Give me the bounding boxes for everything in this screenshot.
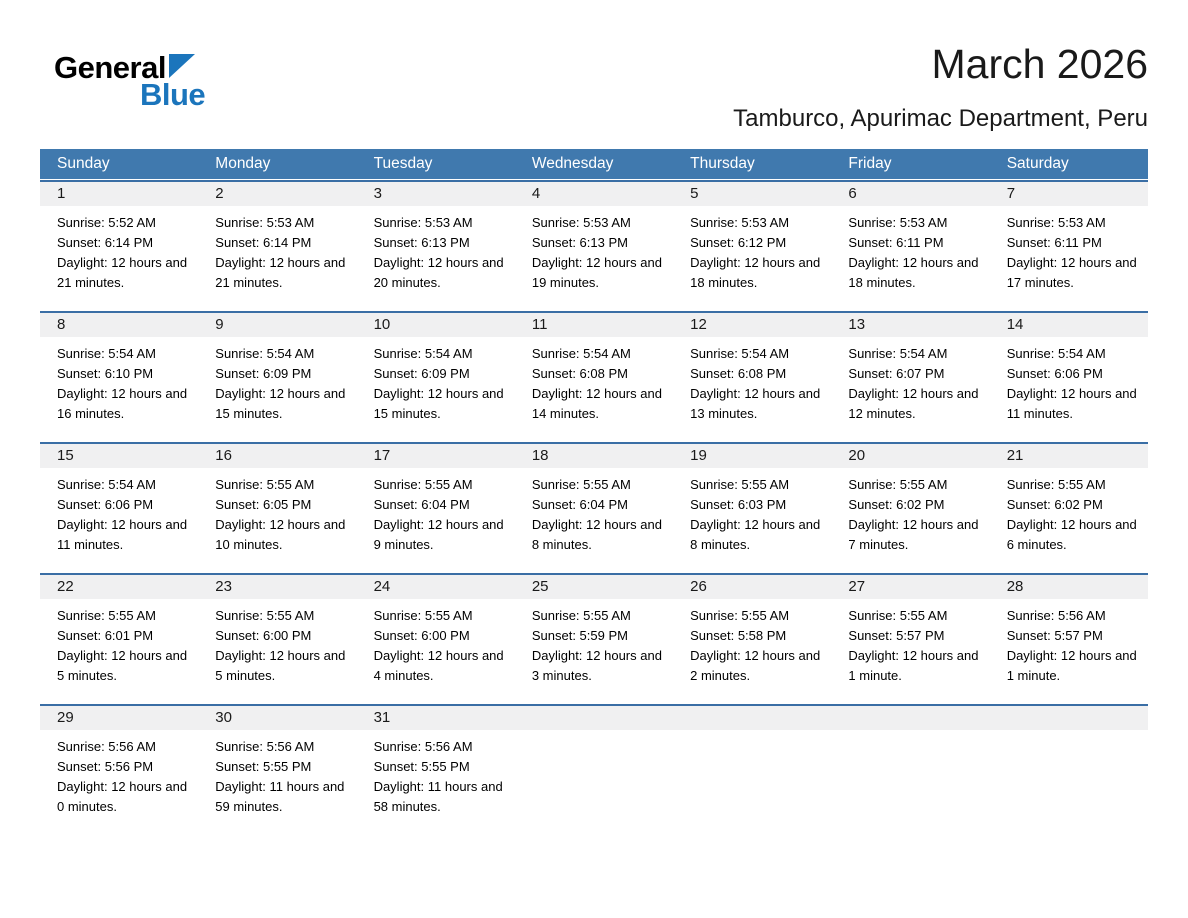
calendar: [40, 149, 1148, 825]
daylight-text: Daylight: 12 hours and 15 minutes.: [215, 386, 346, 422]
sunset-text: Sunset: 6:01 PM: [57, 628, 154, 644]
day-details: [198, 468, 356, 563]
sunrise-text: Sunrise: 5:52 AM: [57, 215, 156, 231]
sunset-text: Sunset: 6:09 PM: [373, 366, 470, 382]
day-number: 6: [831, 182, 989, 206]
day-number: 21: [990, 444, 1148, 468]
day-details: [673, 599, 831, 694]
day-number: 9: [198, 313, 356, 337]
sunset-text: Sunset: 6:11 PM: [848, 235, 944, 251]
sunrise-text: Sunrise: 5:56 AM: [1006, 608, 1106, 624]
day-details: [673, 206, 831, 301]
daylight-text: Daylight: 12 hours and 2 minutes.: [690, 648, 821, 684]
day-details: [515, 599, 673, 694]
day-number: 10: [357, 313, 515, 337]
daylight-text: Daylight: 12 hours and 3 minutes.: [531, 648, 662, 684]
weekday-header: Saturday: [1006, 155, 1069, 173]
sunset-text: Sunset: 5:56 PM: [57, 759, 154, 775]
day-details: [515, 206, 673, 301]
day-number: 13: [831, 313, 989, 337]
daylight-text: Daylight: 11 hours and 58 minutes.: [373, 779, 503, 815]
day-details: [198, 337, 356, 432]
daylight-text: Daylight: 12 hours and 1 minute.: [1006, 648, 1137, 684]
sunset-text: Sunset: 5:59 PM: [531, 628, 628, 644]
day-number: 23: [198, 575, 356, 599]
daylight-text: Daylight: 11 hours and 59 minutes.: [215, 779, 345, 815]
day-cell: [198, 706, 356, 825]
sunset-text: Sunset: 6:12 PM: [690, 235, 787, 251]
day-details: [198, 730, 356, 825]
sunset-text: Sunset: 6:14 PM: [57, 235, 154, 251]
sunrise-text: Sunrise: 5:54 AM: [690, 346, 790, 362]
sunrise-text: Sunrise: 5:56 AM: [57, 739, 156, 755]
sunrise-text: Sunrise: 5:55 AM: [215, 608, 315, 624]
day-number: 3: [357, 182, 515, 206]
sunrise-text: Sunrise: 5:56 AM: [215, 739, 315, 755]
sunset-text: Sunset: 5:55 PM: [215, 759, 312, 775]
week-row: [40, 704, 1148, 825]
day-number: [831, 706, 989, 730]
week-row: [40, 180, 1148, 301]
day-cell: [831, 575, 989, 694]
day-cell: [357, 575, 515, 694]
day-details: [831, 468, 989, 563]
daylight-text: Daylight: 12 hours and 7 minutes.: [848, 517, 979, 553]
sunset-text: Sunset: 6:13 PM: [531, 235, 628, 251]
sunset-text: Sunset: 5:55 PM: [373, 759, 470, 775]
day-cell: [515, 313, 673, 432]
day-cell: [198, 444, 356, 563]
day-number: 1: [40, 182, 198, 206]
sunset-text: Sunset: 6:10 PM: [57, 366, 154, 382]
weekday-header: Wednesday: [531, 155, 614, 173]
day-cell: [990, 444, 1148, 563]
day-details: [831, 599, 989, 694]
daylight-text: Daylight: 12 hours and 13 minutes.: [690, 386, 821, 422]
sunrise-text: Sunrise: 5:53 AM: [848, 215, 948, 231]
week-row: [40, 442, 1148, 563]
day-number: 22: [40, 575, 198, 599]
day-details: [40, 468, 198, 563]
day-number: 15: [40, 444, 198, 468]
day-cell: [40, 313, 198, 432]
empty-day-cell: [515, 706, 673, 825]
sunset-text: Sunset: 6:11 PM: [1006, 235, 1102, 251]
day-number: 7: [990, 182, 1148, 206]
sunrise-text: Sunrise: 5:55 AM: [373, 608, 473, 624]
day-details: [673, 337, 831, 432]
daylight-text: Daylight: 12 hours and 11 minutes.: [57, 517, 188, 553]
day-cell: [673, 313, 831, 432]
daylight-text: Daylight: 12 hours and 17 minutes.: [1006, 255, 1137, 291]
sunrise-text: Sunrise: 5:53 AM: [531, 215, 631, 231]
sunset-text: Sunset: 6:06 PM: [1006, 366, 1103, 382]
day-number: 28: [990, 575, 1148, 599]
weekday-header: Thursday: [690, 155, 755, 173]
daylight-text: Daylight: 12 hours and 5 minutes.: [57, 648, 188, 684]
sunset-text: Sunset: 6:13 PM: [373, 235, 470, 251]
day-details: [198, 206, 356, 301]
daylight-text: Daylight: 12 hours and 12 minutes.: [848, 386, 979, 422]
daylight-text: Daylight: 12 hours and 19 minutes.: [531, 255, 662, 291]
day-cell: [515, 575, 673, 694]
sunrise-text: Sunrise: 5:53 AM: [1006, 215, 1106, 231]
sunrise-text: Sunrise: 5:54 AM: [373, 346, 473, 362]
day-number: [673, 706, 831, 730]
day-number: 11: [515, 313, 673, 337]
sunrise-text: Sunrise: 5:55 AM: [215, 477, 315, 493]
day-details: [198, 599, 356, 694]
sunrise-text: Sunrise: 5:54 AM: [215, 346, 315, 362]
day-cell: [990, 575, 1148, 694]
day-cell: [515, 444, 673, 563]
day-number: 20: [831, 444, 989, 468]
empty-day-cell: [990, 706, 1148, 825]
day-number: 2: [198, 182, 356, 206]
day-cell: [673, 575, 831, 694]
day-details: [515, 337, 673, 432]
weekday-header: Friday: [848, 155, 892, 173]
day-details: [831, 206, 989, 301]
day-number: 27: [831, 575, 989, 599]
day-details: [40, 337, 198, 432]
sunrise-text: Sunrise: 5:54 AM: [57, 477, 156, 493]
day-number: 31: [357, 706, 515, 730]
sunrise-text: Sunrise: 5:54 AM: [531, 346, 631, 362]
daylight-text: Daylight: 12 hours and 15 minutes.: [373, 386, 504, 422]
logo-text-blue: Blue: [140, 77, 206, 112]
weekday-header: Sunday: [57, 155, 110, 173]
page-subtitle: Tamburco, Apurimac Department, Peru: [733, 105, 1148, 133]
logo-text-general: General: [54, 50, 166, 85]
day-cell: [357, 182, 515, 301]
sunrise-text: Sunrise: 5:55 AM: [1006, 477, 1106, 493]
logo-flag-icon: [169, 54, 195, 78]
daylight-text: Daylight: 12 hours and 9 minutes.: [373, 517, 504, 553]
day-details: [40, 730, 198, 825]
sunset-text: Sunset: 6:06 PM: [57, 497, 154, 513]
day-details: [357, 337, 515, 432]
day-details: [357, 206, 515, 301]
day-cell: [40, 182, 198, 301]
sunset-text: Sunset: 6:02 PM: [1006, 497, 1103, 513]
day-number: 25: [515, 575, 673, 599]
empty-day-cell: [831, 706, 989, 825]
page-title: March 2026: [931, 41, 1148, 87]
day-details: [357, 599, 515, 694]
day-details: [40, 599, 198, 694]
day-cell: [40, 575, 198, 694]
sunset-text: Sunset: 6:09 PM: [215, 366, 312, 382]
daylight-text: Daylight: 12 hours and 18 minutes.: [848, 255, 979, 291]
day-cell: [831, 444, 989, 563]
day-number: 16: [198, 444, 356, 468]
empty-day-cell: [673, 706, 831, 825]
day-number: 8: [40, 313, 198, 337]
sunrise-text: Sunrise: 5:53 AM: [690, 215, 790, 231]
day-details: [357, 730, 515, 825]
day-number: 18: [515, 444, 673, 468]
day-cell: [357, 706, 515, 825]
sunset-text: Sunset: 6:08 PM: [690, 366, 787, 382]
calendar-body: [40, 180, 1148, 825]
sunset-text: Sunset: 6:05 PM: [215, 497, 312, 513]
day-details: [990, 337, 1148, 432]
daylight-text: Daylight: 12 hours and 8 minutes.: [690, 517, 821, 553]
sunrise-text: Sunrise: 5:55 AM: [531, 477, 631, 493]
day-number: 5: [673, 182, 831, 206]
weekday-header-row: [40, 149, 1148, 179]
day-number: 17: [357, 444, 515, 468]
day-cell: [831, 182, 989, 301]
general-blue-logo: [40, 42, 205, 110]
day-details: [831, 730, 989, 822]
week-row: [40, 573, 1148, 694]
day-cell: [990, 313, 1148, 432]
day-number: 30: [198, 706, 356, 730]
day-details: [673, 468, 831, 563]
sunrise-text: Sunrise: 5:55 AM: [848, 608, 948, 624]
sunrise-text: Sunrise: 5:54 AM: [848, 346, 948, 362]
sunrise-text: Sunrise: 5:54 AM: [57, 346, 156, 362]
daylight-text: Daylight: 12 hours and 16 minutes.: [57, 386, 188, 422]
daylight-text: Daylight: 12 hours and 4 minutes.: [373, 648, 504, 684]
daylight-text: Daylight: 12 hours and 20 minutes.: [373, 255, 504, 291]
sunset-text: Sunset: 6:03 PM: [690, 497, 787, 513]
day-details: [990, 599, 1148, 694]
daylight-text: Daylight: 12 hours and 10 minutes.: [215, 517, 346, 553]
day-number: 4: [515, 182, 673, 206]
sunrise-text: Sunrise: 5:55 AM: [690, 608, 790, 624]
sunrise-text: Sunrise: 5:55 AM: [690, 477, 790, 493]
day-details: [831, 337, 989, 432]
daylight-text: Daylight: 12 hours and 0 minutes.: [57, 779, 188, 815]
daylight-text: Daylight: 12 hours and 6 minutes.: [1006, 517, 1137, 553]
day-details: [357, 468, 515, 563]
sunset-text: Sunset: 6:00 PM: [215, 628, 312, 644]
day-number: [515, 706, 673, 730]
daylight-text: Daylight: 12 hours and 18 minutes.: [690, 255, 821, 291]
sunset-text: Sunset: 6:02 PM: [848, 497, 945, 513]
day-number: 19: [673, 444, 831, 468]
day-cell: [198, 313, 356, 432]
sunset-text: Sunset: 6:04 PM: [531, 497, 628, 513]
day-cell: [673, 182, 831, 301]
day-details: [990, 206, 1148, 301]
day-number: 29: [40, 706, 198, 730]
day-details: [515, 730, 673, 822]
day-details: [515, 468, 673, 563]
day-details: [40, 206, 198, 301]
weekday-header: Monday: [215, 155, 271, 173]
title-block: [733, 42, 1148, 133]
daylight-text: Daylight: 12 hours and 14 minutes.: [531, 386, 662, 422]
daylight-text: Daylight: 12 hours and 21 minutes.: [57, 255, 188, 291]
sunset-text: Sunset: 6:04 PM: [373, 497, 470, 513]
sunrise-text: Sunrise: 5:53 AM: [215, 215, 315, 231]
daylight-text: Daylight: 12 hours and 11 minutes.: [1006, 386, 1137, 422]
sunset-text: Sunset: 6:08 PM: [531, 366, 628, 382]
week-row: [40, 311, 1148, 432]
day-number: [990, 706, 1148, 730]
day-details: [990, 730, 1148, 822]
daylight-text: Daylight: 12 hours and 1 minute.: [848, 648, 979, 684]
weekday-header: Tuesday: [373, 155, 433, 173]
day-details: [673, 730, 831, 822]
day-cell: [357, 444, 515, 563]
sunrise-text: Sunrise: 5:55 AM: [848, 477, 948, 493]
sunrise-text: Sunrise: 5:56 AM: [373, 739, 473, 755]
sunrise-text: Sunrise: 5:54 AM: [1006, 346, 1106, 362]
daylight-text: Daylight: 12 hours and 8 minutes.: [531, 517, 662, 553]
sunset-text: Sunset: 5:57 PM: [1006, 628, 1103, 644]
daylight-text: Daylight: 12 hours and 5 minutes.: [215, 648, 346, 684]
sunset-text: Sunset: 5:57 PM: [848, 628, 945, 644]
day-cell: [357, 313, 515, 432]
sunrise-text: Sunrise: 5:55 AM: [57, 608, 156, 624]
page-header: [40, 0, 1148, 133]
day-cell: [40, 706, 198, 825]
day-number: 26: [673, 575, 831, 599]
sunset-text: Sunset: 5:58 PM: [690, 628, 787, 644]
sunrise-text: Sunrise: 5:53 AM: [373, 215, 473, 231]
day-number: 12: [673, 313, 831, 337]
day-cell: [40, 444, 198, 563]
day-cell: [515, 182, 673, 301]
sunset-text: Sunset: 6:00 PM: [373, 628, 470, 644]
sunset-text: Sunset: 6:14 PM: [215, 235, 312, 251]
day-cell: [831, 313, 989, 432]
day-cell: [990, 182, 1148, 301]
day-number: 14: [990, 313, 1148, 337]
daylight-text: Daylight: 12 hours and 21 minutes.: [215, 255, 346, 291]
day-details: [990, 468, 1148, 563]
sunrise-text: Sunrise: 5:55 AM: [531, 608, 631, 624]
day-cell: [198, 575, 356, 694]
sunrise-text: Sunrise: 5:55 AM: [373, 477, 473, 493]
day-cell: [673, 444, 831, 563]
sunset-text: Sunset: 6:07 PM: [848, 366, 945, 382]
day-cell: [198, 182, 356, 301]
day-number: 24: [357, 575, 515, 599]
